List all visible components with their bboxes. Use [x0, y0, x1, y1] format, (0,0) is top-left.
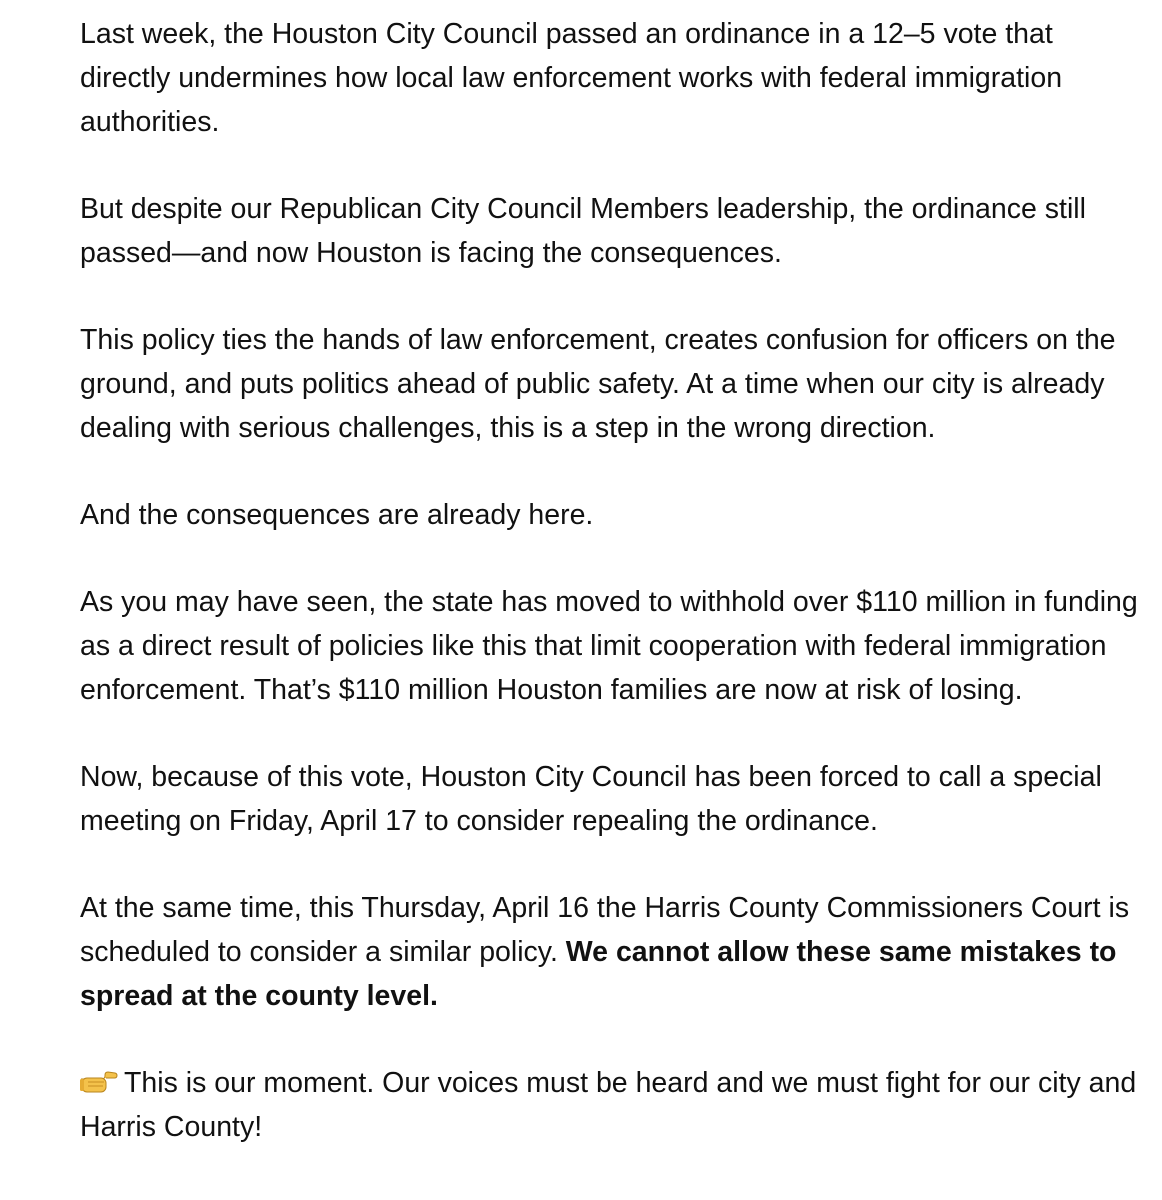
paragraph-consequences-here: And the consequences are already here.	[80, 499, 594, 531]
paragraph-ordinance-vote: Last week, the Houston City Council passed an ordinance in a 12–5 vote that directly undermines how local law enforcement works with federal immigration authorities.	[80, 18, 1063, 138]
pointing-right-hand-icon	[80, 1063, 118, 1087]
email-body	[80, 12, 1140, 1149]
paragraph-commissioners-court	[80, 886, 1140, 1018]
paragraph-policy-impact: This policy ties the hands of law enforcement, creates confusion for officers on the ground, and puts politics ahead of public safety. At a time when our city is already dealing with serious challenges, this is a step in the wrong direction.	[80, 324, 1116, 444]
commissioners-text: At the same time, this Thursday, April 16 the Harris County Commissioners Court is scheduled to consider a similar policy.	[80, 892, 1130, 968]
commissioners-bold-warning: We cannot allow these same mistakes to spread at the county level.	[80, 936, 1117, 1012]
paragraph-state-funding: As you may have seen, the state has moved to withhold over $110 million in funding as a direct result of policies like this that limit cooperation with federal immigration enforcement. That’s $110 million Houston families are now at risk of losing.	[80, 586, 1138, 706]
call-to-action-text: This is our moment. Our voices must be heard and we must fight for our city and Harris County!	[80, 1067, 1137, 1143]
paragraph-special-meeting: Now, because of this vote, Houston City Council has been forced to call a special meeting on Friday, April 17 to consider repealing the ordinance.	[80, 761, 1102, 837]
paragraph-ordinance-passed: But despite our Republican City Council Members leadership, the ordinance still passed—and now Houston is facing the consequences.	[80, 193, 1086, 269]
paragraph-call-to-action	[80, 1061, 1140, 1149]
